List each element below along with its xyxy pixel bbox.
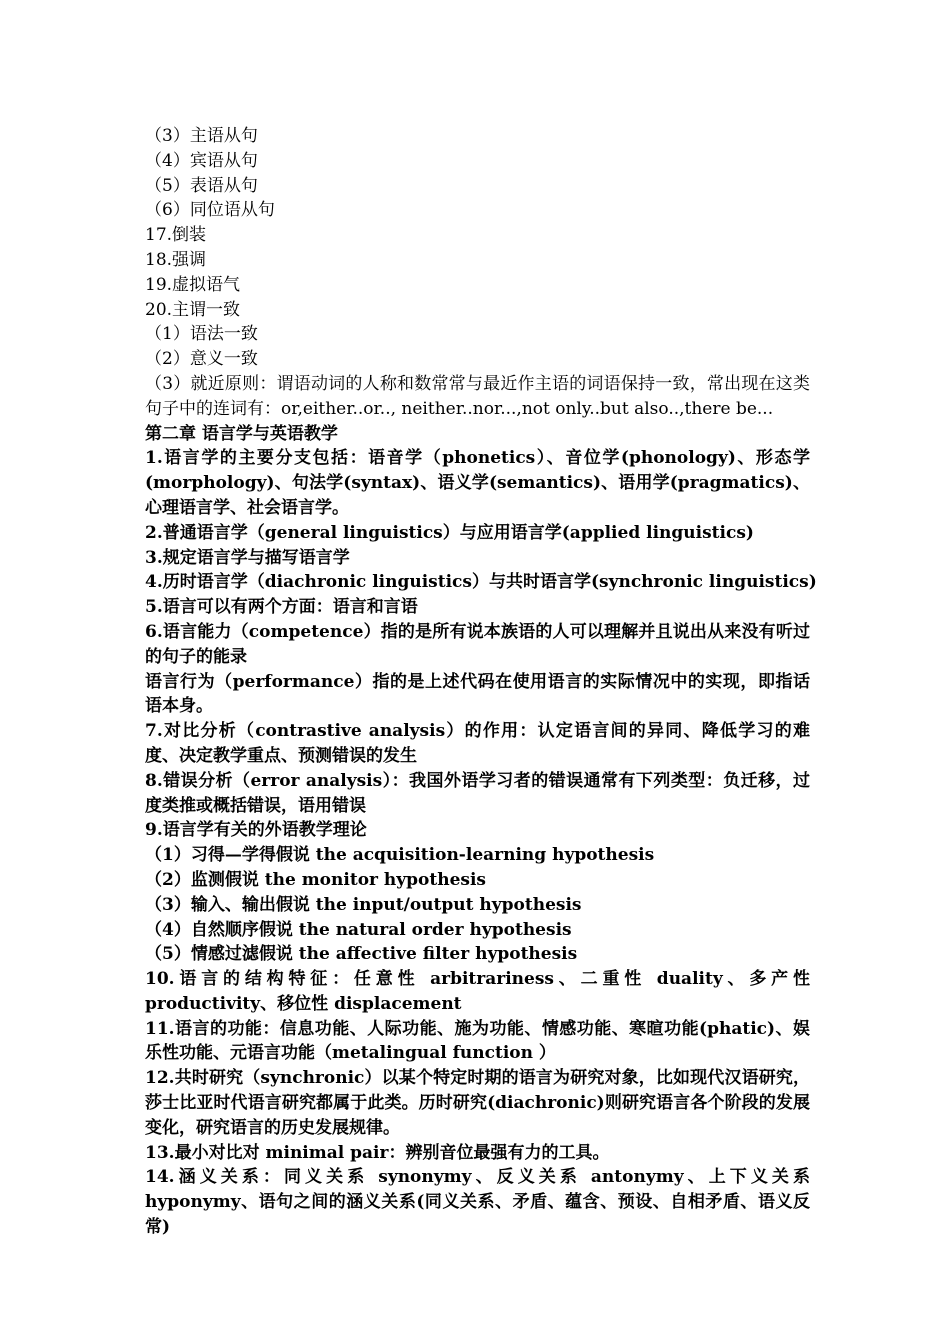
list-item-grammatical-agreement: （1）语法一致 bbox=[145, 324, 258, 345]
paragraph-contrastive-analysis: 7.对比分析（contrastive analysis）的作用：认定语言间的异同、降低学习的难度、决定教学重点、预测错误的发生 bbox=[145, 721, 810, 766]
paragraph-minimal-pair: 13.最小对比对 minimal pair：辨别音位最强有力的工具。 bbox=[145, 1142, 610, 1163]
document-page bbox=[145, 124, 817, 1240]
paragraph-diachronic-synchronic: 4.历时语言学（diachronic linguistics）与共时语言学(synchronic linguistics) bbox=[145, 572, 817, 593]
chapter-heading: 第二章 语言学与英语教学 bbox=[145, 423, 338, 444]
paragraph-performance: 语言行为（performance）指的是上述代码在使用语言的实际情况中的实现，即指话语本身。 bbox=[145, 671, 810, 717]
list-item-emphasis: 18.强调 bbox=[145, 249, 207, 270]
list-item-inversion: 17.倒装 bbox=[145, 225, 207, 246]
paragraph-competence: 6.语言能力（competence）指的是所有说本族语的人可以理解并且说出从来没有听过的句子的能录 bbox=[145, 621, 810, 667]
list-item-notional-agreement: （2）意义一致 bbox=[145, 349, 258, 370]
paragraph-language-functions: 11.语言的功能：信息功能、人际功能、施为功能、情感功能、寒暄功能(phatic)、娱乐性功能、元语言功能（metalingual function ） bbox=[145, 1018, 810, 1064]
list-item-predicative-clause: （5）表语从句 bbox=[145, 175, 258, 196]
paragraph-prescriptive-descriptive: 3.规定语言学与描写语言学 bbox=[145, 547, 350, 568]
paragraph-teaching-theories: 9.语言学有关的外语教学理论 bbox=[145, 820, 367, 841]
list-item-agreement: 20.主谓一致 bbox=[145, 299, 241, 320]
list-item-subjunctive: 19.虚拟语气 bbox=[145, 274, 241, 295]
list-item-object-clause: （4）宾语从句 bbox=[145, 150, 258, 171]
list-item-subject-clause: （3）主语从句 bbox=[145, 126, 258, 146]
paragraph-structural-features: 10.语言的结构特征：任意性 arbitrariness、二重性 duality、多产性 productivity、移位性 displacement bbox=[145, 969, 810, 1014]
paragraph-linguistics-branches: 1.语言学的主要分支包括：语音学（phonetics）、音位学(phonology)、形态学(morphology)、句法学(syntax)、语义学(semantics)、语用学(pragmatics)、心理语言学、社会语言学。 bbox=[145, 448, 810, 518]
paragraph-general-applied: 2.普通语言学（general linguistics）与应用语言学(applied linguistics) bbox=[145, 522, 754, 543]
list-item-acquisition-learning: （1）习得—学得假说 the acquisition-learning hypothesis bbox=[145, 845, 655, 866]
paragraph-language-aspects: 5.语言可以有两个方面：语言和言语 bbox=[145, 597, 418, 618]
paragraph-proximity-principle: （3）就近原则：谓语动词的人称和数常常与最近作主语的词语保持一致，常出现在这类句子中的连词有：or,either..or.., neither..nor...,not only..but also..,there be... bbox=[145, 373, 810, 419]
paragraph-synchronic-study: 12.共时研究（synchronic）以某个特定时期的语言为研究对象，比如现代汉语研究，莎士比亚时代语言研究都属于此类。历时研究(diachronic)则研究语言各个阶段的发展变化，研究语言的历史发展规律。 bbox=[145, 1068, 810, 1138]
paragraph-sense-relations: 14.涵义关系：同义关系 synonymy、反义关系 antonymy、上下义关系 hyponymy、语句之间的涵义关系(同义关系、矛盾、蕴含、预设、自相矛盾、语义反常) bbox=[145, 1167, 810, 1238]
list-item-appositive-clause: （6）同位语从句 bbox=[145, 200, 275, 221]
list-item-monitor: （2）监测假说 the monitor hypothesis bbox=[145, 869, 486, 890]
list-item-input-output: （3）输入、输出假说 the input/output hypothesis bbox=[145, 894, 582, 915]
paragraph-error-analysis: 8.错误分析（error analysis）：我国外语学习者的错误通常有下列类型：负迁移，过度类推或概括错误，语用错误 bbox=[145, 770, 810, 816]
list-item-affective-filter: （5）情感过滤假说 the affective filter hypothesis bbox=[145, 944, 578, 965]
list-item-natural-order: （4）自然顺序假说 the natural order hypothesis bbox=[145, 919, 572, 940]
